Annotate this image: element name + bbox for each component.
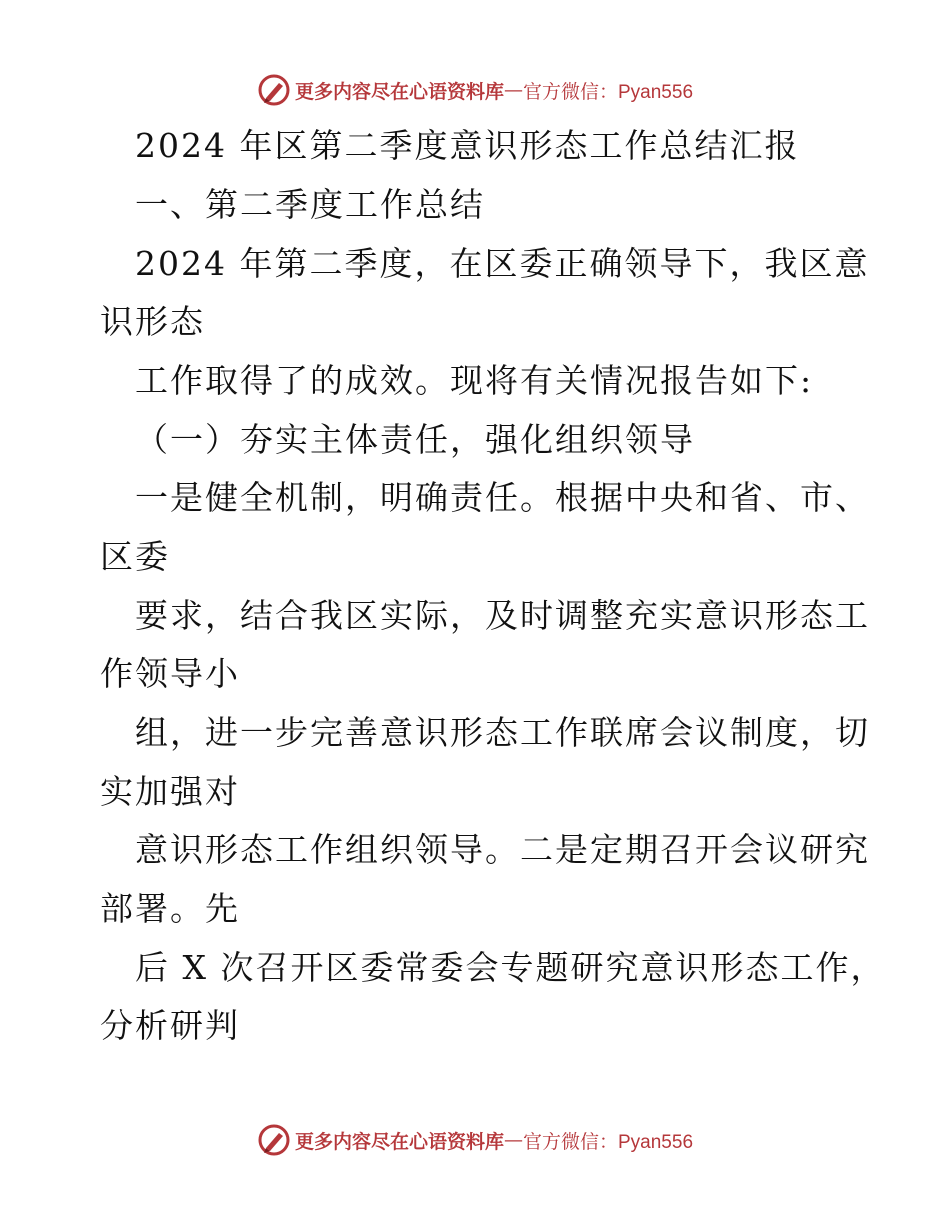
paragraph-line: 区委 [100,537,170,576]
paragraph-line: 2024 年第二季度，在区委正确领导下，我区意 [135,244,870,283]
paragraph-line: 实加强对 [100,772,240,811]
paragraph-line: 要求，结合我区实际，及时调整充实意识形态工 [135,596,870,635]
red-circle-pen-logo-icon [257,73,291,107]
watermark-separator: — [504,79,523,101]
section-heading: 一、第二季度工作总结 [135,185,485,224]
paragraph-line: 一是健全机制，明确责任。根据中央和省、市、 [135,478,870,517]
paragraph-line: 意识形态工作组织领导。二是定期召开会议研究 [135,830,870,869]
watermark-wechat-id: 官方微信：Pyan556 [523,1131,694,1153]
watermark-text: 更多内容尽在心语资料库 [294,1130,504,1153]
watermark-wechat-id: 官方微信：Pyan556 [523,81,694,103]
paragraph-line: 组，进一步完善意识形态工作联席会议制度，切 [135,713,870,752]
paragraph-line: 识形态 [100,302,205,341]
subsection-heading: （一）夯实主体责任，强化组织领导 [135,420,695,459]
paragraph-line: 后 X 次召开区委常委会专题研究意识形态工作， [135,948,886,987]
header-watermark-banner [0,70,950,110]
watermark-text: 更多内容尽在心语资料库 [294,80,504,103]
watermark-separator: — [504,1129,523,1151]
document-title: 2024 年区第二季度意识形态工作总结汇报 [135,126,800,165]
footer-watermark-banner [0,1120,950,1160]
paragraph-line: 部署。先 [100,889,240,928]
paragraph-line: 工作取得了的成效。现将有关情况报告如下: [135,361,814,400]
red-circle-pen-logo-icon [257,1123,291,1157]
paragraph-line: 分析研判 [100,1006,240,1045]
paragraph-line: 作领导小 [100,654,240,693]
